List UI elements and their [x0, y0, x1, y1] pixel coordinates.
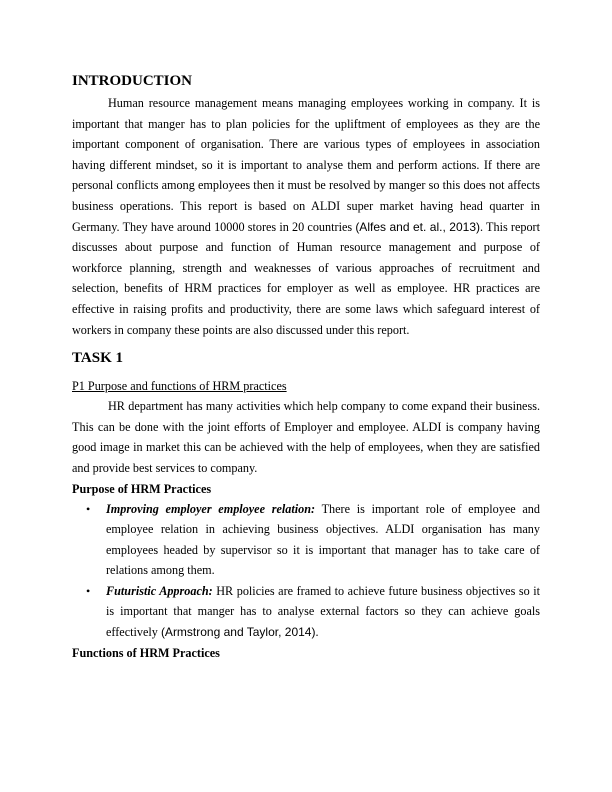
task-heading: TASK 1 [72, 350, 123, 367]
purpose-list [72, 499, 540, 643]
intro-text-part-2: . This report discusses about purpose and function of Human resource management and purpose of workforce planning, strength and weaknesses of various approaches of recruitment and selection, benefits of HRM practices for employer as well as employee. HR practices are effective in raising profits and productivity, there are some laws which safeguard interest of workers in company these points are also discussed under this report. [72, 219, 540, 337]
task-paragraph: HR department has many activities which help company to come expand their business. This can be done with the joint efforts of Employer and employee. ALDI is company having good image in market this can be achieved with the help of employees, when they are satisfied and provide best services to company. [72, 399, 540, 475]
item-citation: (Armstrong and Taylor, 2014) [160, 625, 316, 640]
intro-citation: (Alfes and et. al., 2013) [355, 219, 480, 234]
introduction-paragraph [72, 93, 540, 340]
list-item [72, 499, 540, 581]
item-text: HR policies are framed to achieve future business objectives so it is important that manger has to analyse external factors so they can achieve goals effectively [106, 583, 541, 640]
list-item [72, 581, 540, 643]
purpose-heading: Purpose of HRM Practices [72, 481, 212, 496]
item-tail: . [315, 625, 319, 640]
functions-heading: Functions of HRM Practices [72, 645, 220, 660]
task-subheading: P1 Purpose and functions of HRM practices [72, 379, 287, 394]
intro-text-part-1: Human resource management means managing employees working in company. It is important that manger has to plan policies for the upliftment of employees as they are the important component of organisation. There are various types of employees in association having different mindset, so it is important to analyse them and perform actions. If there are personal conflicts among employees then it must be resolved by manger so this does not affects business operations. This report is based on ALDI super market having head quarter in Germany. They have around 10000 stores in 20 countries [72, 96, 540, 234]
item-term: Improving employer employee relation: [106, 501, 316, 516]
bullet-icon: • [86, 501, 91, 516]
document-page [72, 66, 540, 663]
bullet-icon: • [86, 583, 91, 598]
item-text: There is important role of employee and employee relation in achieving business objectives. ALDI organisation has many employees headed by supervisor so it is important that manager has to take care of relations among them. [106, 501, 540, 578]
item-term: Futuristic Approach: [106, 583, 213, 598]
introduction-heading: INTRODUCTION [72, 73, 193, 89]
